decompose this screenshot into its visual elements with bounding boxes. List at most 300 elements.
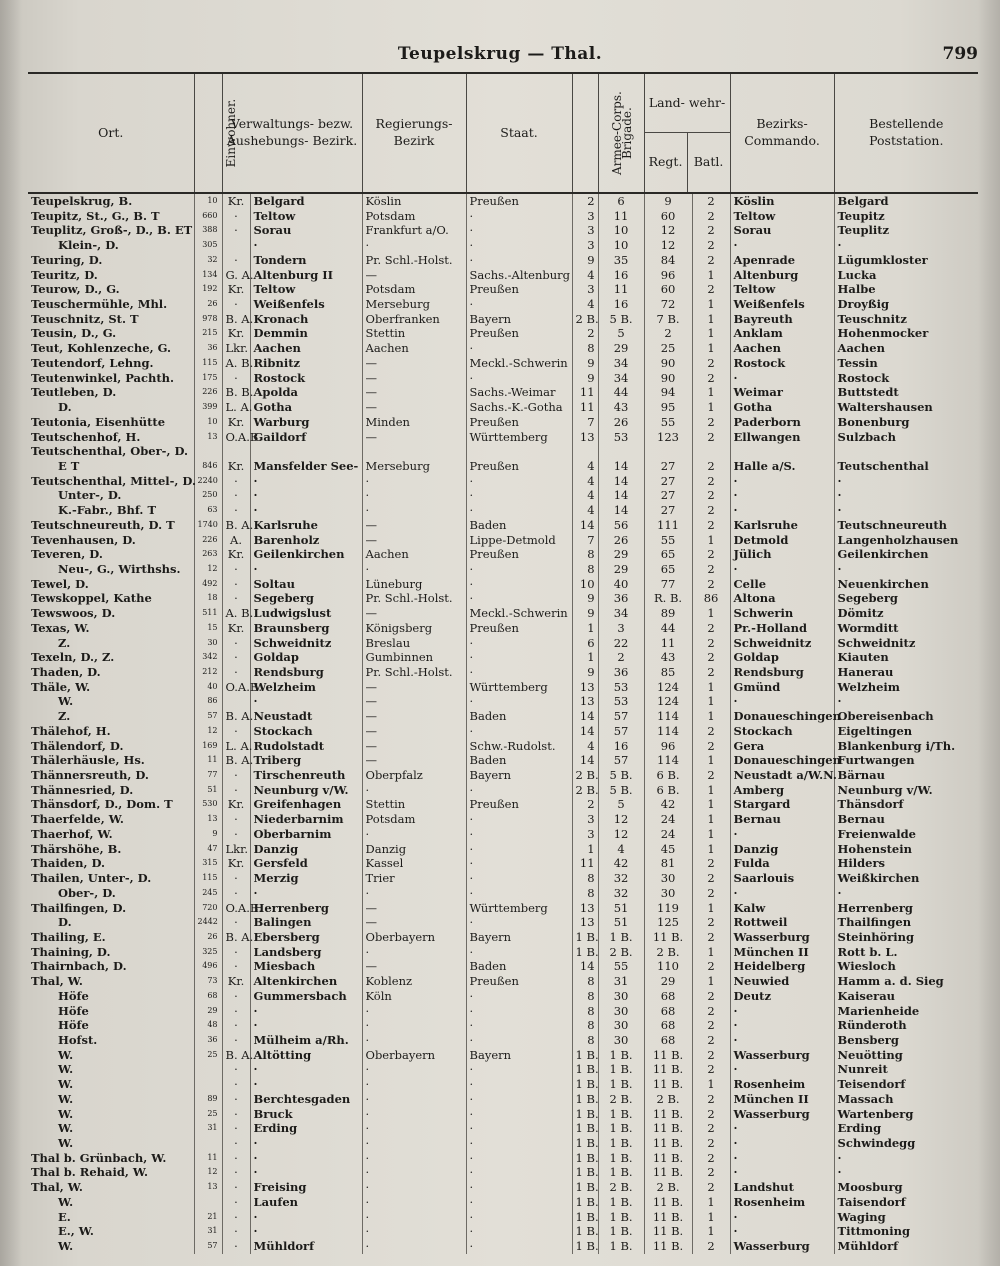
row-brigade: 5 B.: [598, 783, 644, 798]
row-einwohner: [194, 1195, 222, 1210]
row-verwaltungsbezirk: Warburg: [250, 415, 362, 430]
table-row: [28, 724, 978, 739]
row-regiment: [644, 444, 692, 459]
row-poststation: Bensberg: [834, 1033, 978, 1048]
row-poststation: Segeberg: [834, 591, 978, 606]
row-regiment: 95: [644, 400, 692, 415]
row-ort: Teuring, D.: [31, 252, 103, 267]
row-regierungsbezirk: Frankfurt a/O.: [362, 223, 466, 238]
row-verwaltung-typ: A. B.: [222, 356, 250, 371]
row-ort: Texas, W.: [31, 620, 90, 635]
row-ort: Höfe: [58, 1018, 89, 1033]
row-regierungsbezirk: ·: [362, 886, 466, 901]
row-ort: Teupelskrug, B.: [31, 194, 133, 208]
row-ort: Thaden, D.: [31, 665, 101, 679]
row-regierungsbezirk: ·: [362, 488, 466, 503]
header-staat: Staat.: [466, 73, 572, 193]
row-einwohner: 134: [194, 268, 222, 283]
row-regiment: 9: [644, 193, 692, 209]
row-staat: ·: [466, 783, 572, 798]
row-verwaltungsbezirk: Weißenfels: [250, 297, 362, 312]
row-poststation: ·: [834, 238, 978, 253]
row-armee-corps: 1 B.: [572, 1048, 598, 1063]
table-row: [28, 871, 978, 886]
row-armee-corps: 1 B.: [572, 1224, 598, 1239]
row-brigade: 5: [598, 326, 644, 341]
row-bezirkskommando: ·: [730, 1224, 834, 1239]
row-poststation: Sulzbach: [834, 430, 978, 445]
row-poststation: Dömitz: [834, 606, 978, 621]
row-verwaltung-typ: ·: [222, 223, 250, 238]
row-brigade: 16: [598, 739, 644, 754]
row-bataillon: 2: [692, 1062, 730, 1077]
row-brigade: 57: [598, 709, 644, 724]
row-poststation: Teuplitz: [834, 223, 978, 238]
row-armee-corps: 14: [572, 724, 598, 739]
row-staat: ·: [466, 577, 572, 592]
row-bataillon: 1: [692, 1195, 730, 1210]
row-verwaltungsbezirk: Herrenberg: [250, 901, 362, 916]
row-ort: Teusin, D., G.: [31, 326, 117, 341]
row-bezirkskommando: ·: [730, 1136, 834, 1151]
row-poststation: Buttstedt: [834, 385, 978, 400]
table-row: [28, 886, 978, 901]
row-bezirkskommando: ·: [730, 827, 834, 842]
row-bezirkskommando: ·: [730, 1151, 834, 1166]
row-einwohner: 26: [194, 297, 222, 312]
table-row: [28, 1136, 978, 1151]
row-bataillon: 2: [692, 238, 730, 253]
row-regierungsbezirk: Kassel: [362, 856, 466, 871]
row-ort: Teutenwinkel, Pachth.: [31, 370, 175, 385]
row-ort: Teupitz, St., G., B. T: [31, 208, 160, 223]
row-armee-corps: 1 B.: [572, 1151, 598, 1166]
row-einwohner: 325: [194, 945, 222, 960]
row-regiment: R. B.: [644, 591, 692, 606]
row-bezirkskommando: Rosenheim: [730, 1077, 834, 1092]
row-regierungsbezirk: ·: [362, 1077, 466, 1092]
row-verwaltungsbezirk: Demmin: [250, 326, 362, 341]
row-ort: Thälendorf, D.: [31, 738, 124, 753]
row-bataillon: 2: [692, 915, 730, 930]
header-bezirkskommando: Bezirks- Commando.: [730, 73, 834, 193]
table-row: [28, 915, 978, 930]
row-staat: ·: [466, 1092, 572, 1107]
row-verwaltung-typ: ·: [222, 297, 250, 312]
row-staat: ·: [466, 724, 572, 739]
row-poststation: Taisendorf: [834, 1195, 978, 1210]
row-staat: ·: [466, 1151, 572, 1166]
row-regiment: 29: [644, 974, 692, 989]
row-regiment: 2 B.: [644, 1092, 692, 1107]
row-bezirkskommando: Bayreuth: [730, 312, 834, 327]
row-poststation: Hohenstein: [834, 842, 978, 857]
row-regiment: 27: [644, 459, 692, 474]
row-armee-corps: 13: [572, 915, 598, 930]
table-row: [28, 400, 978, 415]
row-staat: ·: [466, 1165, 572, 1180]
row-brigade: 16: [598, 297, 644, 312]
row-regierungsbezirk: —: [362, 901, 466, 916]
row-verwaltungsbezirk: Gersfeld: [250, 856, 362, 871]
row-regiment: 124: [644, 680, 692, 695]
row-poststation: Schwindegg: [834, 1136, 978, 1151]
row-verwaltungsbezirk: ·: [250, 1077, 362, 1092]
row-ort: Z.: [58, 709, 71, 724]
row-verwaltungsbezirk: Greifenhagen: [250, 797, 362, 812]
row-armee-corps: 1 B.: [572, 1165, 598, 1180]
row-bataillon: 1: [692, 1210, 730, 1225]
row-poststation: Lügumkloster: [834, 253, 978, 268]
row-armee-corps: 10: [572, 577, 598, 592]
row-armee-corps: 3: [572, 282, 598, 297]
row-bataillon: 86: [692, 591, 730, 606]
row-armee-corps: 13: [572, 901, 598, 916]
row-brigade: 32: [598, 886, 644, 901]
row-regiment: 55: [644, 415, 692, 430]
table-row: [28, 1210, 978, 1225]
row-brigade: 11: [598, 209, 644, 224]
row-bataillon: 1: [692, 1077, 730, 1092]
row-bezirkskommando: Celle: [730, 577, 834, 592]
row-verwaltungsbezirk: ·: [250, 503, 362, 518]
row-poststation: Rostock: [834, 371, 978, 386]
row-verwaltung-typ: ·: [222, 503, 250, 518]
row-verwaltung-typ: ·: [222, 209, 250, 224]
table-row: [28, 253, 978, 268]
table-row: [28, 930, 978, 945]
header-batl: Batl.: [693, 154, 724, 170]
row-bataillon: 1: [692, 606, 730, 621]
row-armee-corps: 11: [572, 400, 598, 415]
table-row: [28, 636, 978, 651]
row-regiment: 85: [644, 665, 692, 680]
row-staat: Sachs.-K.-Gotha: [466, 400, 572, 415]
row-regiment: 30: [644, 871, 692, 886]
row-armee-corps: 1 B.: [572, 1180, 598, 1195]
row-armee-corps: 1 B.: [572, 1239, 598, 1254]
row-einwohner: 342: [194, 650, 222, 665]
row-bataillon: 1: [692, 400, 730, 415]
row-verwaltungsbezirk: ·: [250, 1151, 362, 1166]
row-staat: ·: [466, 636, 572, 651]
row-regierungsbezirk: Stettin: [362, 797, 466, 812]
row-regiment: 11 B.: [644, 1195, 692, 1210]
row-verwaltungsbezirk: Danzig: [250, 842, 362, 857]
row-bataillon: 2: [692, 1239, 730, 1254]
row-einwohner: 31: [194, 1224, 222, 1239]
row-verwaltungsbezirk: Landsberg: [250, 945, 362, 960]
row-poststation: Thailfingen: [834, 915, 978, 930]
table-row: [28, 371, 978, 386]
row-ort: Neu-, G., Wirthshs.: [58, 561, 181, 576]
row-regiment: 65: [644, 562, 692, 577]
row-verwaltung-typ: Lkr.: [222, 341, 250, 356]
table-row: [28, 901, 978, 916]
row-ort: Thärshöhe, B.: [31, 841, 122, 856]
row-einwohner: 226: [194, 533, 222, 548]
row-regiment: 96: [644, 268, 692, 283]
row-brigade: 5 B.: [598, 312, 644, 327]
row-bezirkskommando: Paderborn: [730, 415, 834, 430]
row-verwaltungsbezirk: Altötting: [250, 1048, 362, 1063]
row-verwaltung-typ: ·: [222, 1210, 250, 1225]
row-bataillon: 2: [692, 650, 730, 665]
row-poststation: Nunreit: [834, 1062, 978, 1077]
page-title: Teupelskrug — Thal.: [397, 44, 603, 64]
row-poststation: Teuschnitz: [834, 312, 978, 327]
row-poststation: Teutschneureuth: [834, 518, 978, 533]
row-bezirkskommando: ·: [730, 1062, 834, 1077]
row-poststation: Geilenkirchen: [834, 547, 978, 562]
row-regiment: 2 B.: [644, 945, 692, 960]
row-staat: ·: [466, 371, 572, 386]
row-ort: Teveren, D.: [31, 547, 103, 562]
table-row: [28, 621, 978, 636]
row-ort: Thaiden, D.: [31, 856, 106, 871]
row-regiment: 72: [644, 297, 692, 312]
row-bezirkskommando: Köslin: [730, 193, 834, 209]
row-einwohner: 11: [194, 1151, 222, 1166]
row-regiment: 6 B.: [644, 783, 692, 798]
row-regiment: 65: [644, 547, 692, 562]
row-ort: Tevenhausen, D.: [31, 532, 136, 547]
row-bezirkskommando: Neustadt a/W.N.: [730, 768, 834, 783]
gazetteer-table: [28, 72, 978, 1254]
row-regiment: 60: [644, 209, 692, 224]
row-armee-corps: 3: [572, 238, 598, 253]
row-verwaltung-typ: ·: [222, 1121, 250, 1136]
row-verwaltung-typ: ·: [222, 724, 250, 739]
row-einwohner: 12: [194, 1165, 222, 1180]
row-regiment: 24: [644, 812, 692, 827]
row-bezirkskommando: ·: [730, 371, 834, 386]
table-row: [28, 488, 978, 503]
row-verwaltungsbezirk: Tirschenreuth: [250, 768, 362, 783]
row-staat: ·: [466, 812, 572, 827]
row-regierungsbezirk: ·: [362, 562, 466, 577]
row-brigade: 10: [598, 238, 644, 253]
row-regiment: 27: [644, 488, 692, 503]
row-staat: Preußen: [466, 415, 572, 430]
table-row: [28, 547, 978, 562]
row-brigade: 29: [598, 341, 644, 356]
row-einwohner: 31: [194, 1121, 222, 1136]
row-regierungsbezirk: Potsdam: [362, 812, 466, 827]
row-armee-corps: 4: [572, 297, 598, 312]
table-row: [28, 945, 978, 960]
row-staat: ·: [466, 842, 572, 857]
row-poststation: Ründeroth: [834, 1018, 978, 1033]
row-poststation: Weißkirchen: [834, 871, 978, 886]
page-shadow-right: [978, 0, 1000, 1266]
row-regiment: 45: [644, 842, 692, 857]
row-bataillon: 2: [692, 488, 730, 503]
row-armee-corps: 3: [572, 223, 598, 238]
row-regiment: 90: [644, 371, 692, 386]
row-regierungsbezirk: ·: [362, 1121, 466, 1136]
row-regierungsbezirk: —: [362, 959, 466, 974]
row-einwohner: 399: [194, 400, 222, 415]
row-einwohner: 720: [194, 901, 222, 916]
row-regiment: 30: [644, 886, 692, 901]
row-einwohner: 169: [194, 739, 222, 754]
row-ort: W.: [58, 1121, 74, 1136]
row-armee-corps: 14: [572, 753, 598, 768]
row-staat: ·: [466, 1210, 572, 1225]
row-armee-corps: 14: [572, 959, 598, 974]
row-regiment: 44: [644, 621, 692, 636]
row-brigade: 31: [598, 974, 644, 989]
row-ort: Teutschenthal, Mittel-, D.: [31, 473, 196, 488]
table-row: [28, 1151, 978, 1166]
row-bezirkskommando: ·: [730, 1121, 834, 1136]
row-staat: Preußen: [466, 326, 572, 341]
table-row: [28, 1092, 978, 1107]
row-bataillon: 2: [692, 959, 730, 974]
row-bezirkskommando: ·: [730, 562, 834, 577]
row-verwaltung-typ: G. A.: [222, 268, 250, 283]
row-armee-corps: 1: [572, 650, 598, 665]
row-verwaltungsbezirk: ·: [250, 886, 362, 901]
row-einwohner: 89: [194, 1092, 222, 1107]
table-row: [28, 1224, 978, 1239]
row-verwaltungsbezirk: Laufen: [250, 1195, 362, 1210]
row-bezirkskommando: Danzig: [730, 842, 834, 857]
row-ort: W.: [58, 1239, 74, 1254]
row-bataillon: 2: [692, 724, 730, 739]
row-ort: E., W.: [58, 1224, 94, 1239]
row-bataillon: 2: [692, 886, 730, 901]
row-regierungsbezirk: Breslau: [362, 636, 466, 651]
row-verwaltungsbezirk: Teltow: [250, 209, 362, 224]
row-regiment: 111: [644, 518, 692, 533]
row-einwohner: 978: [194, 312, 222, 327]
row-verwaltung-typ: Kr.: [222, 193, 250, 209]
row-einwohner: [194, 444, 222, 459]
row-poststation: ·: [834, 488, 978, 503]
row-verwaltung-typ: ·: [222, 636, 250, 651]
row-ort: E.: [58, 1209, 71, 1224]
row-staat: ·: [466, 871, 572, 886]
row-einwohner: 263: [194, 547, 222, 562]
row-verwaltungsbezirk: ·: [250, 1165, 362, 1180]
row-ort: W.: [58, 1047, 74, 1062]
row-brigade: 56: [598, 518, 644, 533]
row-verwaltung-typ: ·: [222, 768, 250, 783]
row-regiment: 12: [644, 238, 692, 253]
row-brigade: 5 B.: [598, 768, 644, 783]
row-brigade: 2: [598, 650, 644, 665]
row-verwaltung-typ: Kr.: [222, 547, 250, 562]
row-bataillon: 1: [692, 901, 730, 916]
row-armee-corps: 1: [572, 621, 598, 636]
row-bezirkskommando: Rendsburg: [730, 665, 834, 680]
row-staat: ·: [466, 1180, 572, 1195]
row-bezirkskommando: Rosenheim: [730, 1195, 834, 1210]
row-poststation: ·: [834, 886, 978, 901]
row-brigade: 1 B.: [598, 930, 644, 945]
header-brigade: Brigade.: [598, 73, 644, 193]
row-verwaltung-typ: B. B.: [222, 385, 250, 400]
row-einwohner: 63: [194, 503, 222, 518]
row-brigade: 2 B.: [598, 1092, 644, 1107]
row-verwaltungsbezirk: Karlsruhe: [250, 518, 362, 533]
row-ort: W.: [58, 1136, 74, 1150]
row-brigade: 36: [598, 665, 644, 680]
table-row: [28, 989, 978, 1004]
table-row: [28, 1107, 978, 1122]
table-row: [28, 650, 978, 665]
row-einwohner: 48: [194, 1018, 222, 1033]
row-staat: Preußen: [466, 974, 572, 989]
row-staat: ·: [466, 915, 572, 930]
row-verwaltung-typ: Kr.: [222, 797, 250, 812]
row-einwohner: 11: [194, 753, 222, 768]
row-bataillon: 2: [692, 193, 730, 209]
row-regiment: 2: [644, 326, 692, 341]
row-brigade: 53: [598, 680, 644, 695]
row-einwohner: 26: [194, 930, 222, 945]
row-bezirkskommando: Amberg: [730, 783, 834, 798]
row-armee-corps: 2 B.: [572, 768, 598, 783]
row-staat: ·: [466, 827, 572, 842]
row-verwaltung-typ: L. A.: [222, 400, 250, 415]
row-verwaltung-typ: ·: [222, 1092, 250, 1107]
row-staat: Baden: [466, 709, 572, 724]
row-poststation: Aachen: [834, 341, 978, 356]
row-brigade: 3: [598, 621, 644, 636]
row-bataillon: 2: [692, 1018, 730, 1033]
row-bataillon: 2: [692, 547, 730, 562]
row-regiment: 60: [644, 282, 692, 297]
row-regierungsbezirk: ·: [362, 1165, 466, 1180]
row-bezirkskommando: Detmold: [730, 533, 834, 548]
row-verwaltungsbezirk: Neunburg v/W.: [250, 783, 362, 798]
row-bataillon: 1: [692, 694, 730, 709]
table-row: [28, 680, 978, 695]
row-bezirkskommando: ·: [730, 503, 834, 518]
row-regierungsbezirk: —: [362, 915, 466, 930]
row-armee-corps: 8: [572, 871, 598, 886]
row-verwaltung-typ: ·: [222, 812, 250, 827]
table-row: [28, 356, 978, 371]
row-ort: W.: [58, 1194, 74, 1209]
row-brigade: 1 B.: [598, 1151, 644, 1166]
row-regiment: 68: [644, 1033, 692, 1048]
row-verwaltung-typ: ·: [222, 783, 250, 798]
row-staat: Preußen: [466, 621, 572, 636]
row-armee-corps: 4: [572, 474, 598, 489]
row-staat: Meckl.-Schwerin: [466, 356, 572, 371]
row-bezirkskommando: ·: [730, 1018, 834, 1033]
row-verwaltung-typ: ·: [222, 1224, 250, 1239]
row-poststation: ·: [834, 503, 978, 518]
table-row: [28, 268, 978, 283]
row-brigade: 57: [598, 753, 644, 768]
row-regierungsbezirk: Danzig: [362, 842, 466, 857]
row-staat: Württemberg: [466, 901, 572, 916]
row-brigade: 6: [598, 193, 644, 209]
row-staat: ·: [466, 1136, 572, 1151]
row-brigade: 12: [598, 827, 644, 842]
header-regt: Regt.: [645, 133, 688, 192]
row-einwohner: 30: [194, 636, 222, 651]
row-verwaltung-typ: ·: [222, 665, 250, 680]
row-brigade: 53: [598, 694, 644, 709]
row-verwaltung-typ: ·: [222, 1151, 250, 1166]
row-bezirkskommando: Stockach: [730, 724, 834, 739]
